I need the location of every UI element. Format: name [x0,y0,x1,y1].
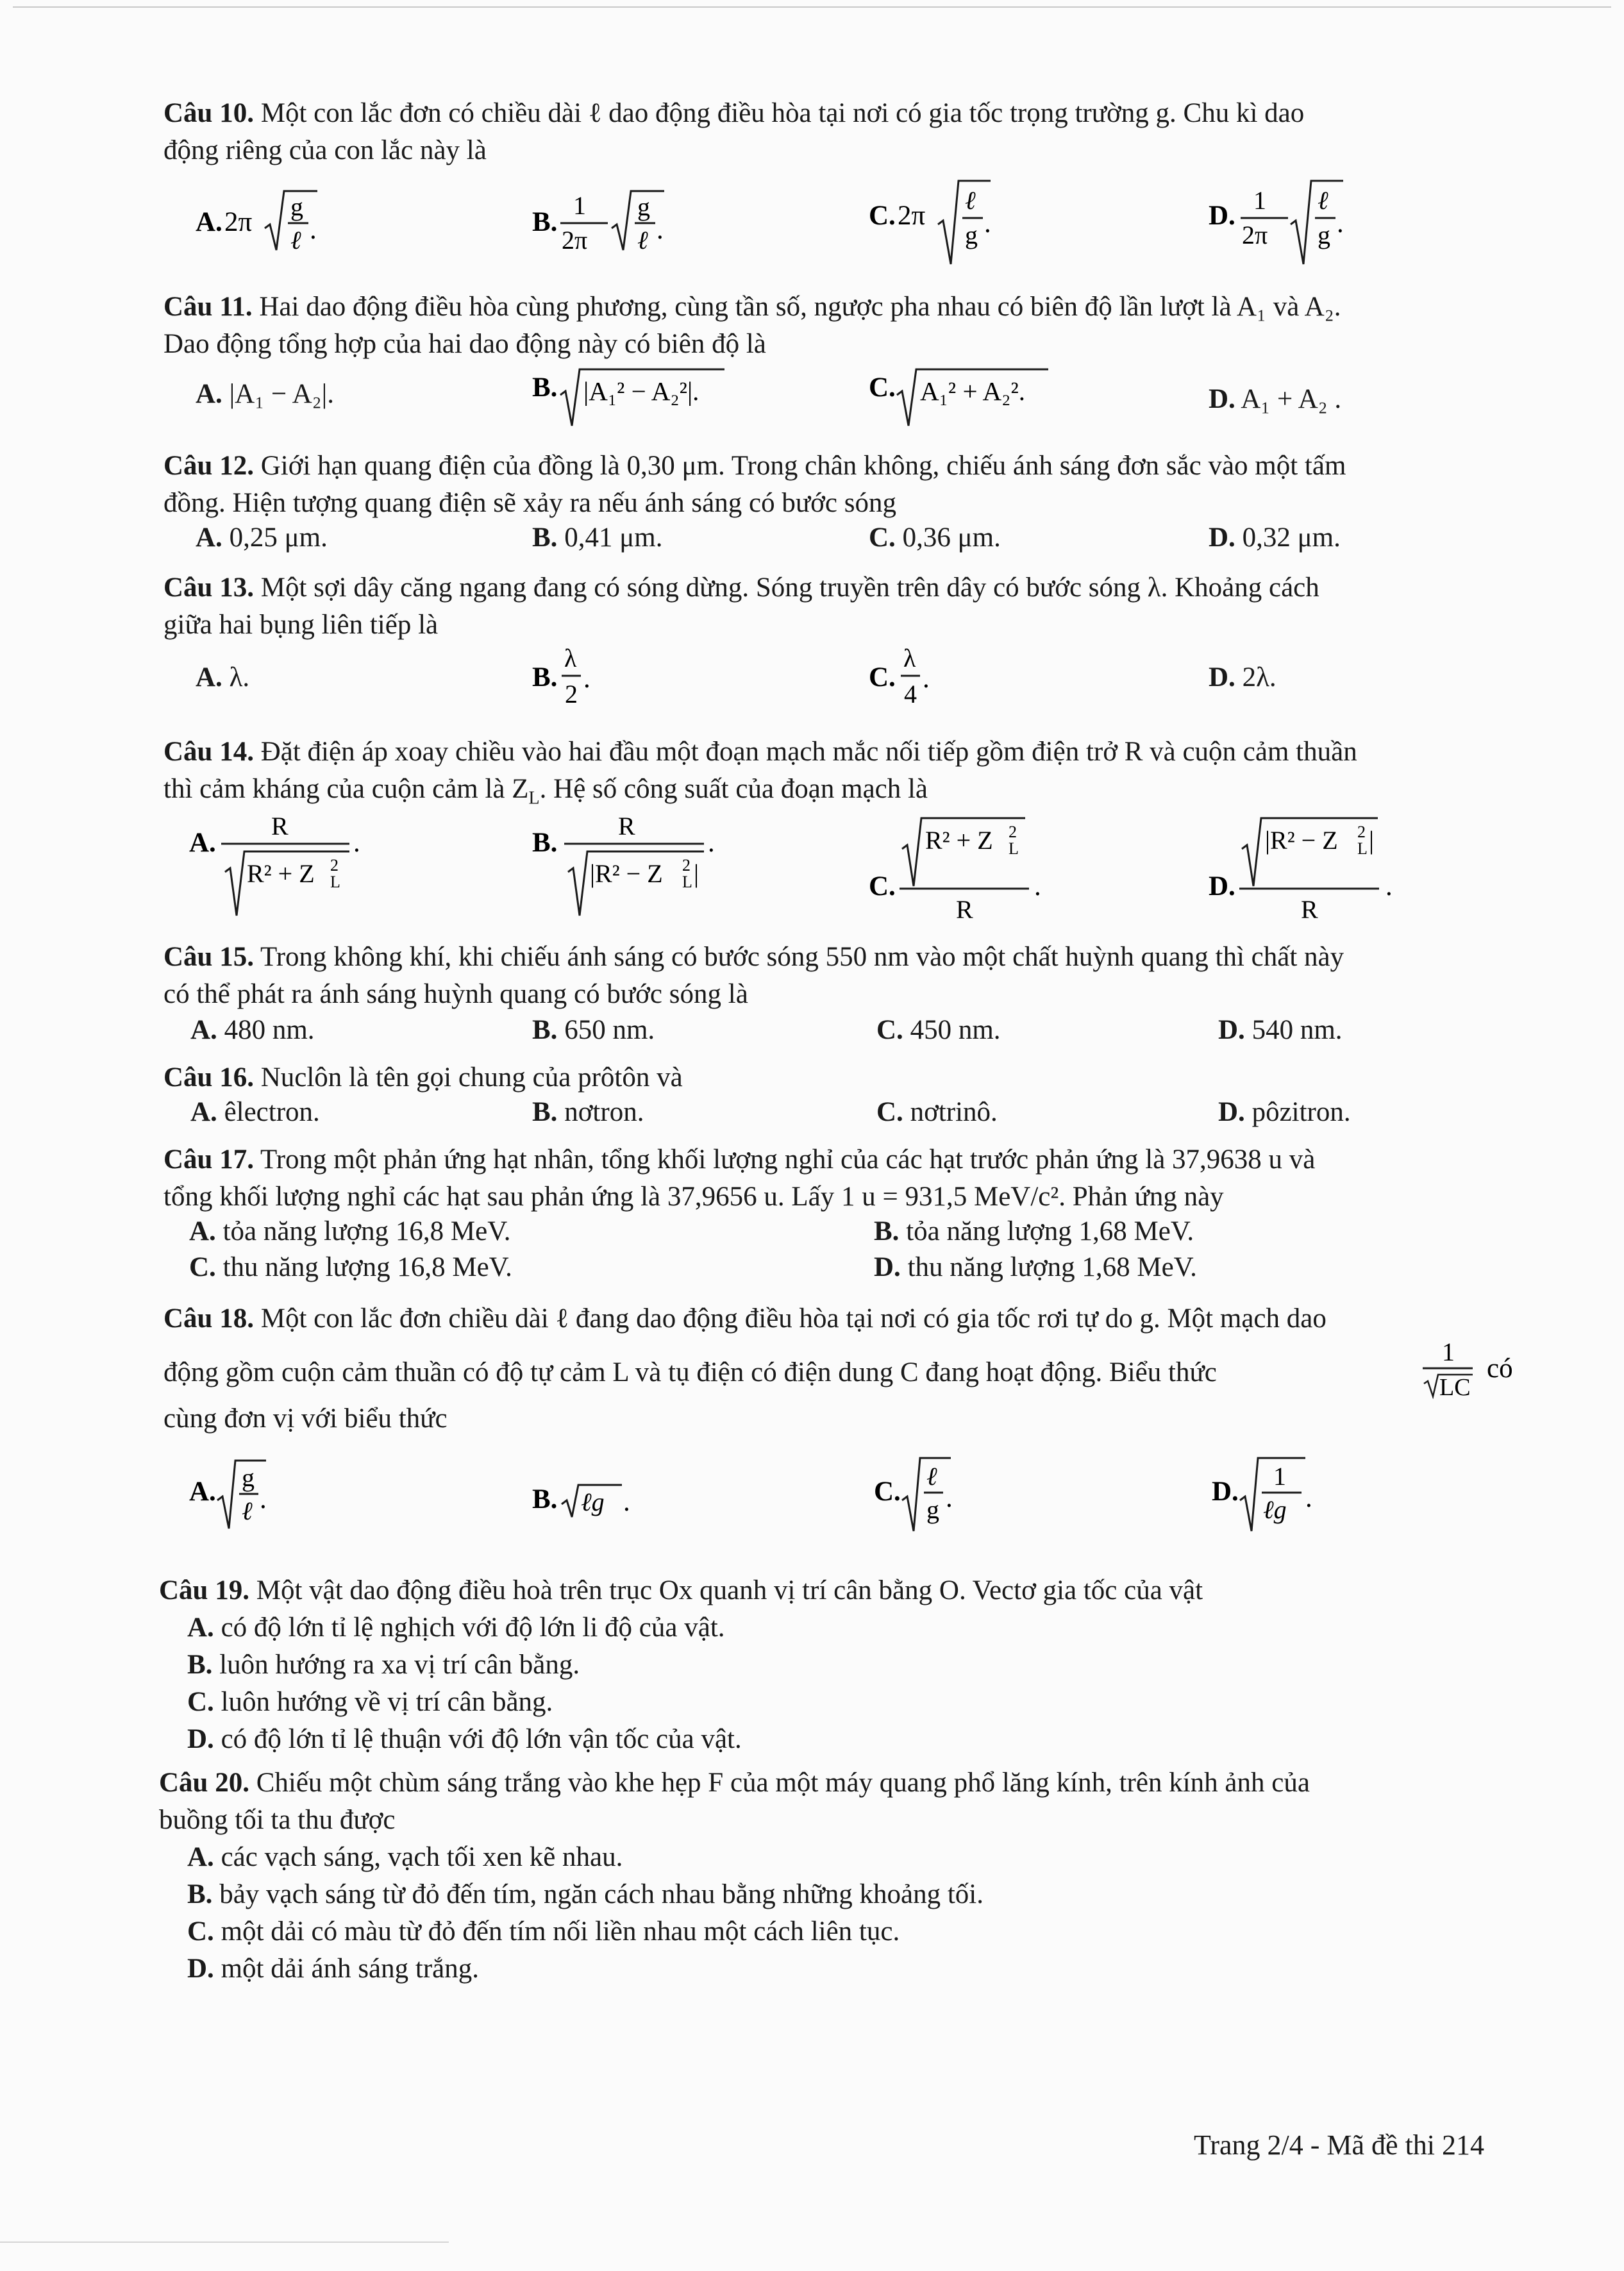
option-c [869,641,958,719]
numerator: g [290,192,303,221]
question-number: Câu 19. [159,1575,249,1605]
option-b [532,1453,660,1543]
option-label: D. [1209,201,1235,231]
question-19-options [159,1609,1528,1758]
option-text: A₁ + A₂ . [1241,384,1342,414]
question-text: Nuclôn là tên gọi chung của prôtôn và [260,1062,683,1093]
denominator: R [956,895,973,924]
option-label: D. [1209,523,1235,553]
formula-sqrt-g-over-l [196,186,362,256]
question-11-stem [163,289,1532,363]
question-text: tổng khối lượng nghỉ các hạt sau phản ứng là 37,9656 u. Lấy 1 u = 931,5 MeV/c². Phản ứng này [163,1182,1224,1212]
option-text: luôn hướng ra xa vị trí cân bằng. [219,1650,580,1680]
option-c [869,365,1100,437]
numerator: 1 [1442,1337,1455,1366]
option-d [187,1950,1528,1988]
question-text: giữa hai bụng liên tiếp là [163,610,439,640]
formula-sqrt-l-over-g [869,173,1035,269]
option-text: có độ lớn tỉ lệ nghịch với độ lớn li độ của vật. [221,1613,725,1643]
question-10-options [163,173,1532,269]
option-text: 2λ. [1242,662,1277,692]
option-text: nơtron. [564,1097,644,1127]
option-c [869,522,1001,553]
option-text: 480 nm. [224,1015,315,1045]
question-number: Câu 18. [163,1303,254,1334]
subscript: L [528,788,540,809]
sqrt-sign [1291,181,1343,264]
option-text: một dải ánh sáng trắng. [221,1954,479,1984]
numerator: |R² − Z [1265,826,1338,855]
option-d [1209,662,1277,693]
option-text: bảy vạch sáng từ đỏ đến tím, ngăn cách nhau bằng những khoảng tối. [219,1879,984,1909]
abs-bar: | [1369,826,1375,855]
option-label: D. [1209,384,1235,414]
option-text: |A₁² − A₂²|. [583,376,699,406]
question-text: Chiếu một chùm sáng trắng vào khe hẹp F của một máy quang phổ lăng kính, trên kính ảnh của [256,1768,1310,1798]
option-label: C. [869,373,896,403]
period: . [1305,1483,1312,1513]
question-18-options [163,1453,1532,1536]
question-19-stem [159,1572,1528,1609]
option-text: A₁² + A₂². [920,376,1025,406]
numerator: 1 [1253,186,1266,215]
option-label: A. [189,1477,216,1507]
option-a [196,378,334,410]
numerator: ℓ [965,186,976,215]
option-text: 0,25 μm. [229,523,328,553]
option-b [532,186,724,264]
period: . [984,208,991,239]
option-d [187,1721,1528,1758]
period: . [583,664,590,694]
question-number: Câu 16. [163,1062,254,1093]
superscript: 2 [682,856,691,875]
coefficient: 2π [224,207,253,237]
option-label: C. [869,662,896,692]
sqrt-sign [938,181,991,264]
period: . [353,828,360,858]
option-a [190,1096,320,1128]
question-16 [163,1059,1532,1127]
question-14 [163,733,1532,924]
option-c [869,810,1061,933]
option-text: tỏa năng lượng 16,8 MeV. [222,1216,511,1246]
numerator: λ [903,644,916,673]
question-12 [163,448,1532,553]
question-18 [163,1300,1532,1525]
question-number: Câu 14. [163,737,254,767]
formula-sqrt-abs-diff-over-r [1209,810,1414,926]
option-label: C. [187,1916,214,1947]
numerator: R [618,812,635,841]
option-label: D. [1209,871,1235,901]
option-text: 0,41 μm. [564,523,663,553]
question-20 [159,1764,1528,1988]
numerator: g [242,1463,255,1492]
option-label: A. [196,523,222,553]
option-a [196,522,328,553]
option-label: B. [532,523,558,553]
formula-sqrt-lg [532,1453,660,1536]
option-text: pôzitron. [1251,1097,1351,1127]
option-c [869,173,1035,276]
option-text: 540 nm. [1251,1015,1343,1045]
option-label: D. [187,1724,214,1754]
denominator: ℓ [637,226,648,255]
option-label: D. [1212,1477,1239,1507]
option-c [874,1453,1002,1543]
option-label: C. [874,1477,901,1507]
period: . [1337,208,1344,239]
question-text: có thể phát ra ánh sáng huỳnh quang có bước sóng là [163,979,748,1009]
question-17 [163,1141,1532,1282]
denominator: 4 [904,680,917,708]
option-b [532,1096,644,1128]
question-20-options [159,1839,1528,1988]
formula-one-over-sqrt-lc [1420,1337,1532,1399]
period: . [623,1487,630,1517]
formula-sqrt-g-over-l [189,1453,317,1536]
question-12-options [163,522,1532,559]
option-c [876,1014,1001,1046]
option-label: C. [869,201,896,231]
numerator: ℓ [1318,186,1328,215]
denominator: g [926,1495,939,1524]
option-text: các vạch sáng, vạch tối xen kẽ nhau. [221,1842,623,1872]
period: . [310,215,317,245]
question-10-stem [163,95,1532,169]
option-label: D. [187,1954,214,1984]
option-label: D. [874,1252,901,1282]
question-17-stem [163,1141,1532,1216]
option-label: C. [876,1097,903,1127]
question-text: Dao động tổng hợp của hai dao động này có biên độ là [163,329,766,359]
question-text: Một vật dao động điều hoà trên trục Ox quanh vị trí cân bằng O. Vectơ gia tốc của vật [256,1575,1203,1605]
option-label: A. [187,1842,214,1872]
superscript: 2 [1357,823,1366,841]
option-c [876,1096,998,1128]
question-17-options [163,1216,1532,1290]
period: . [657,215,664,245]
period: . [923,664,930,694]
question-14-options [163,810,1532,926]
option-b [187,1876,1528,1913]
question-number: Câu 12. [163,451,254,481]
subscript: L [1357,839,1368,858]
option-label: C. [876,1015,903,1045]
numerator: g [637,192,650,221]
question-number: Câu 20. [159,1768,249,1798]
denominator: |R² − Z [590,859,663,888]
option-text: 0,36 μm. [902,523,1001,553]
option-b [532,1014,655,1046]
option-label: B. [532,373,558,403]
option-a [189,1216,511,1247]
top-rule [13,6,1611,8]
option-text: êlectron. [224,1097,320,1127]
subscript: L [1009,839,1019,858]
question-number: Câu 13. [163,573,254,603]
option-label: B. [532,1097,558,1127]
question-text: Giới hạn quang điện của đồng là 0,30 μm. Trong chân không, chiếu ánh sáng đơn sắc vào một tấm [260,451,1346,481]
option-label: A. [189,1216,216,1246]
question-number: Câu 11. [163,292,253,322]
option-a [189,810,394,933]
option-text: 650 nm. [564,1015,655,1045]
option-c [187,1684,1528,1721]
option-label: B. [532,662,558,692]
option-d [1218,1096,1351,1128]
numerator: 1 [1273,1462,1286,1491]
denominator: g [965,221,978,249]
option-label: D. [1218,1015,1245,1045]
option-label: B. [874,1216,900,1246]
question-text: Đặt điện áp xoay chiều vào hai đầu một đoạn mạch mắc nối tiếp gồm điện trở R và cuộn cảm thuần [260,737,1357,767]
option-label: A. [196,207,222,237]
formula-sqrt-sum [869,365,1100,430]
question-13 [163,569,1532,708]
option-c [187,1913,1528,1950]
formula-r-over-sqrt-abs-diff [532,810,750,926]
question-text: Một con lắc đơn có chiều dài ℓ dao động điều hòa tại nơi có gia tốc trọng trường g. Chu kì dao [260,98,1305,128]
denominator: g [1318,221,1330,249]
question-15-options [163,1014,1532,1052]
radicand: ℓg [581,1487,605,1516]
option-text: thu năng lượng 1,68 MeV. [907,1252,1197,1282]
question-20-stem [159,1764,1528,1839]
denominator: ℓ [242,1496,253,1525]
option-label: D. [1218,1097,1245,1127]
denominator: 2π [562,226,588,255]
denominator: R² + Z [247,859,315,888]
option-text: có độ lớn tỉ lệ thuận với độ lớn vận tốc của vật. [221,1724,742,1754]
option-label: B. [532,1484,558,1514]
numerator: ℓ [926,1462,937,1491]
question-text: . Hệ số công suất của đoạn mạch là [539,774,928,804]
option-a [196,662,249,693]
question-text: Trong không khí, khi chiếu ánh sáng có bước sóng 550 nm vào một chất huỳnh quang thì chất này [260,942,1344,972]
option-text: tỏa năng lượng 1,68 MeV. [906,1216,1194,1246]
question-text: thì cảm kháng của cuộn cảm là Z [163,774,529,804]
denominator: LC [1439,1374,1471,1399]
option-text: nơtrinô. [910,1097,998,1127]
formula-lambda-over-2 [532,641,622,712]
period: . [1385,871,1393,901]
question-13-stem [163,569,1532,644]
question-text: Một sợi dây căng ngang đang có sóng dừng. Sóng truyền trên dây có bước sóng λ. Khoảng cách [260,573,1319,603]
option-b [532,522,662,553]
option-b [532,365,763,437]
question-10 [163,95,1532,255]
question-number: Câu 10. [163,98,254,128]
numerator: 1 [573,191,586,220]
option-label: B. [187,1650,213,1680]
option-d [1212,1453,1353,1543]
denominator: ℓg [1263,1495,1287,1524]
option-text: một dải có màu từ đỏ đến tím nối liền nhau một cách liên tục. [221,1916,900,1947]
option-a [187,1839,1528,1876]
formula-sqrt-sum-over-r [869,810,1061,926]
option-d [1209,522,1341,553]
option-label: B. [532,828,558,858]
question-19 [159,1572,1528,1758]
superscript: 2 [1009,823,1017,841]
question-text: động gồm cuộn cảm thuần có độ tự cảm L và tụ điện có điện dung C đang hoạt động. Biểu thức [163,1357,1217,1387]
numerator: R² + Z [925,826,993,855]
option-text: λ. [229,662,250,692]
option-d [874,1252,1197,1283]
option-text: 450 nm. [910,1015,1001,1045]
formula-lambda-over-4 [869,641,958,712]
numerator: λ [564,644,577,673]
option-label: B. [532,1015,558,1045]
subscript: L [682,873,692,891]
question-16-options [163,1096,1532,1134]
question-text: có [1487,1353,1513,1384]
question-16-stem [163,1059,1532,1096]
superscript: 2 [330,856,339,875]
question-number: Câu 17. [163,1144,254,1175]
numerator: R [271,812,289,841]
option-label: C. [869,871,896,901]
question-text: Hai dao động điều hòa cùng phương, cùng tần số, ngược pha nhau có biên độ lần lượt là A₁ và A₂. [259,292,1341,322]
option-label: A. [196,379,222,409]
question-text: Trong một phản ứng hạt nhân, tổng khối lượng nghỉ của các hạt trước phản ứng là 37,9638 u và [260,1144,1316,1175]
option-label: B. [532,207,558,237]
option-label: D. [1209,662,1235,692]
option-text: luôn hướng về vị trí cân bằng. [221,1687,553,1717]
question-18-stem [163,1300,1532,1437]
question-14-stem [163,733,1532,817]
denominator: 2 [565,680,578,708]
question-15-stem [163,939,1532,1013]
option-a [187,1609,1528,1647]
option-text: thu năng lượng 16,8 MeV. [222,1252,512,1282]
formula-sqrt-abs-diff [532,365,763,430]
coefficient: 2π [898,201,926,231]
option-d [1209,383,1341,415]
question-15 [163,939,1532,1045]
denominator: 2π [1242,221,1268,249]
option-text: |A₁ − A₂|. [229,379,334,409]
option-d [1209,810,1414,933]
question-13-options [163,641,1532,712]
option-label: A. [190,1097,217,1127]
option-b [532,641,622,719]
bottom-rule [0,2242,449,2243]
formula-sqrt-l-over-g [874,1453,1002,1536]
page-footer: Trang 2/4 - Mã đề thi 214 [1194,2129,1485,2161]
period: . [946,1483,953,1513]
option-b [532,810,750,933]
denominator: R [1301,895,1318,924]
period: . [1034,871,1041,901]
option-a [190,1014,315,1046]
option-a [196,186,362,264]
question-11 [163,289,1532,414]
option-text: 0,32 μm. [1242,523,1341,553]
option-label: A. [190,1015,217,1045]
option-b [874,1216,1194,1247]
formula-r-over-sqrt-sum [189,810,394,926]
option-d [1218,1014,1343,1046]
question-text: đồng. Hiện tượng quang điện sẽ xảy ra nếu ánh sáng có bước sóng [163,488,896,518]
formula-inv2pi-sqrt-g-over-l [532,186,724,256]
option-label: C. [187,1687,214,1717]
option-label: A. [187,1613,214,1643]
option-label: C. [189,1252,216,1282]
option-label: A. [189,828,216,858]
question-12-stem [163,448,1532,522]
formula-inv2pi-sqrt-l-over-g [1209,173,1401,269]
question-text: buồng tối ta thu được [159,1805,396,1835]
question-11-options [163,365,1532,430]
option-d [1209,173,1401,276]
denominator: ℓ [290,226,301,255]
question-18-line2 [163,1337,1532,1399]
question-text: động riêng của con lắc này là [163,135,487,165]
period: . [260,1484,267,1514]
period: . [708,828,715,858]
abs-bar: | [694,859,699,888]
question-text: cùng đơn vị với biểu thức [163,1404,448,1434]
option-label: A. [196,662,222,692]
option-label: C. [869,523,896,553]
option-a [189,1453,317,1543]
option-label: B. [187,1879,213,1909]
subscript: L [330,873,340,891]
formula-sqrt-one-over-lg [1212,1453,1353,1536]
question-number: Câu 15. [163,942,254,972]
option-b [187,1647,1528,1684]
question-text: Một con lắc đơn chiều dài ℓ đang dao động điều hòa tại nơi có gia tốc rơi tự do g. Một mạch dao [260,1303,1327,1334]
option-c [189,1252,512,1283]
